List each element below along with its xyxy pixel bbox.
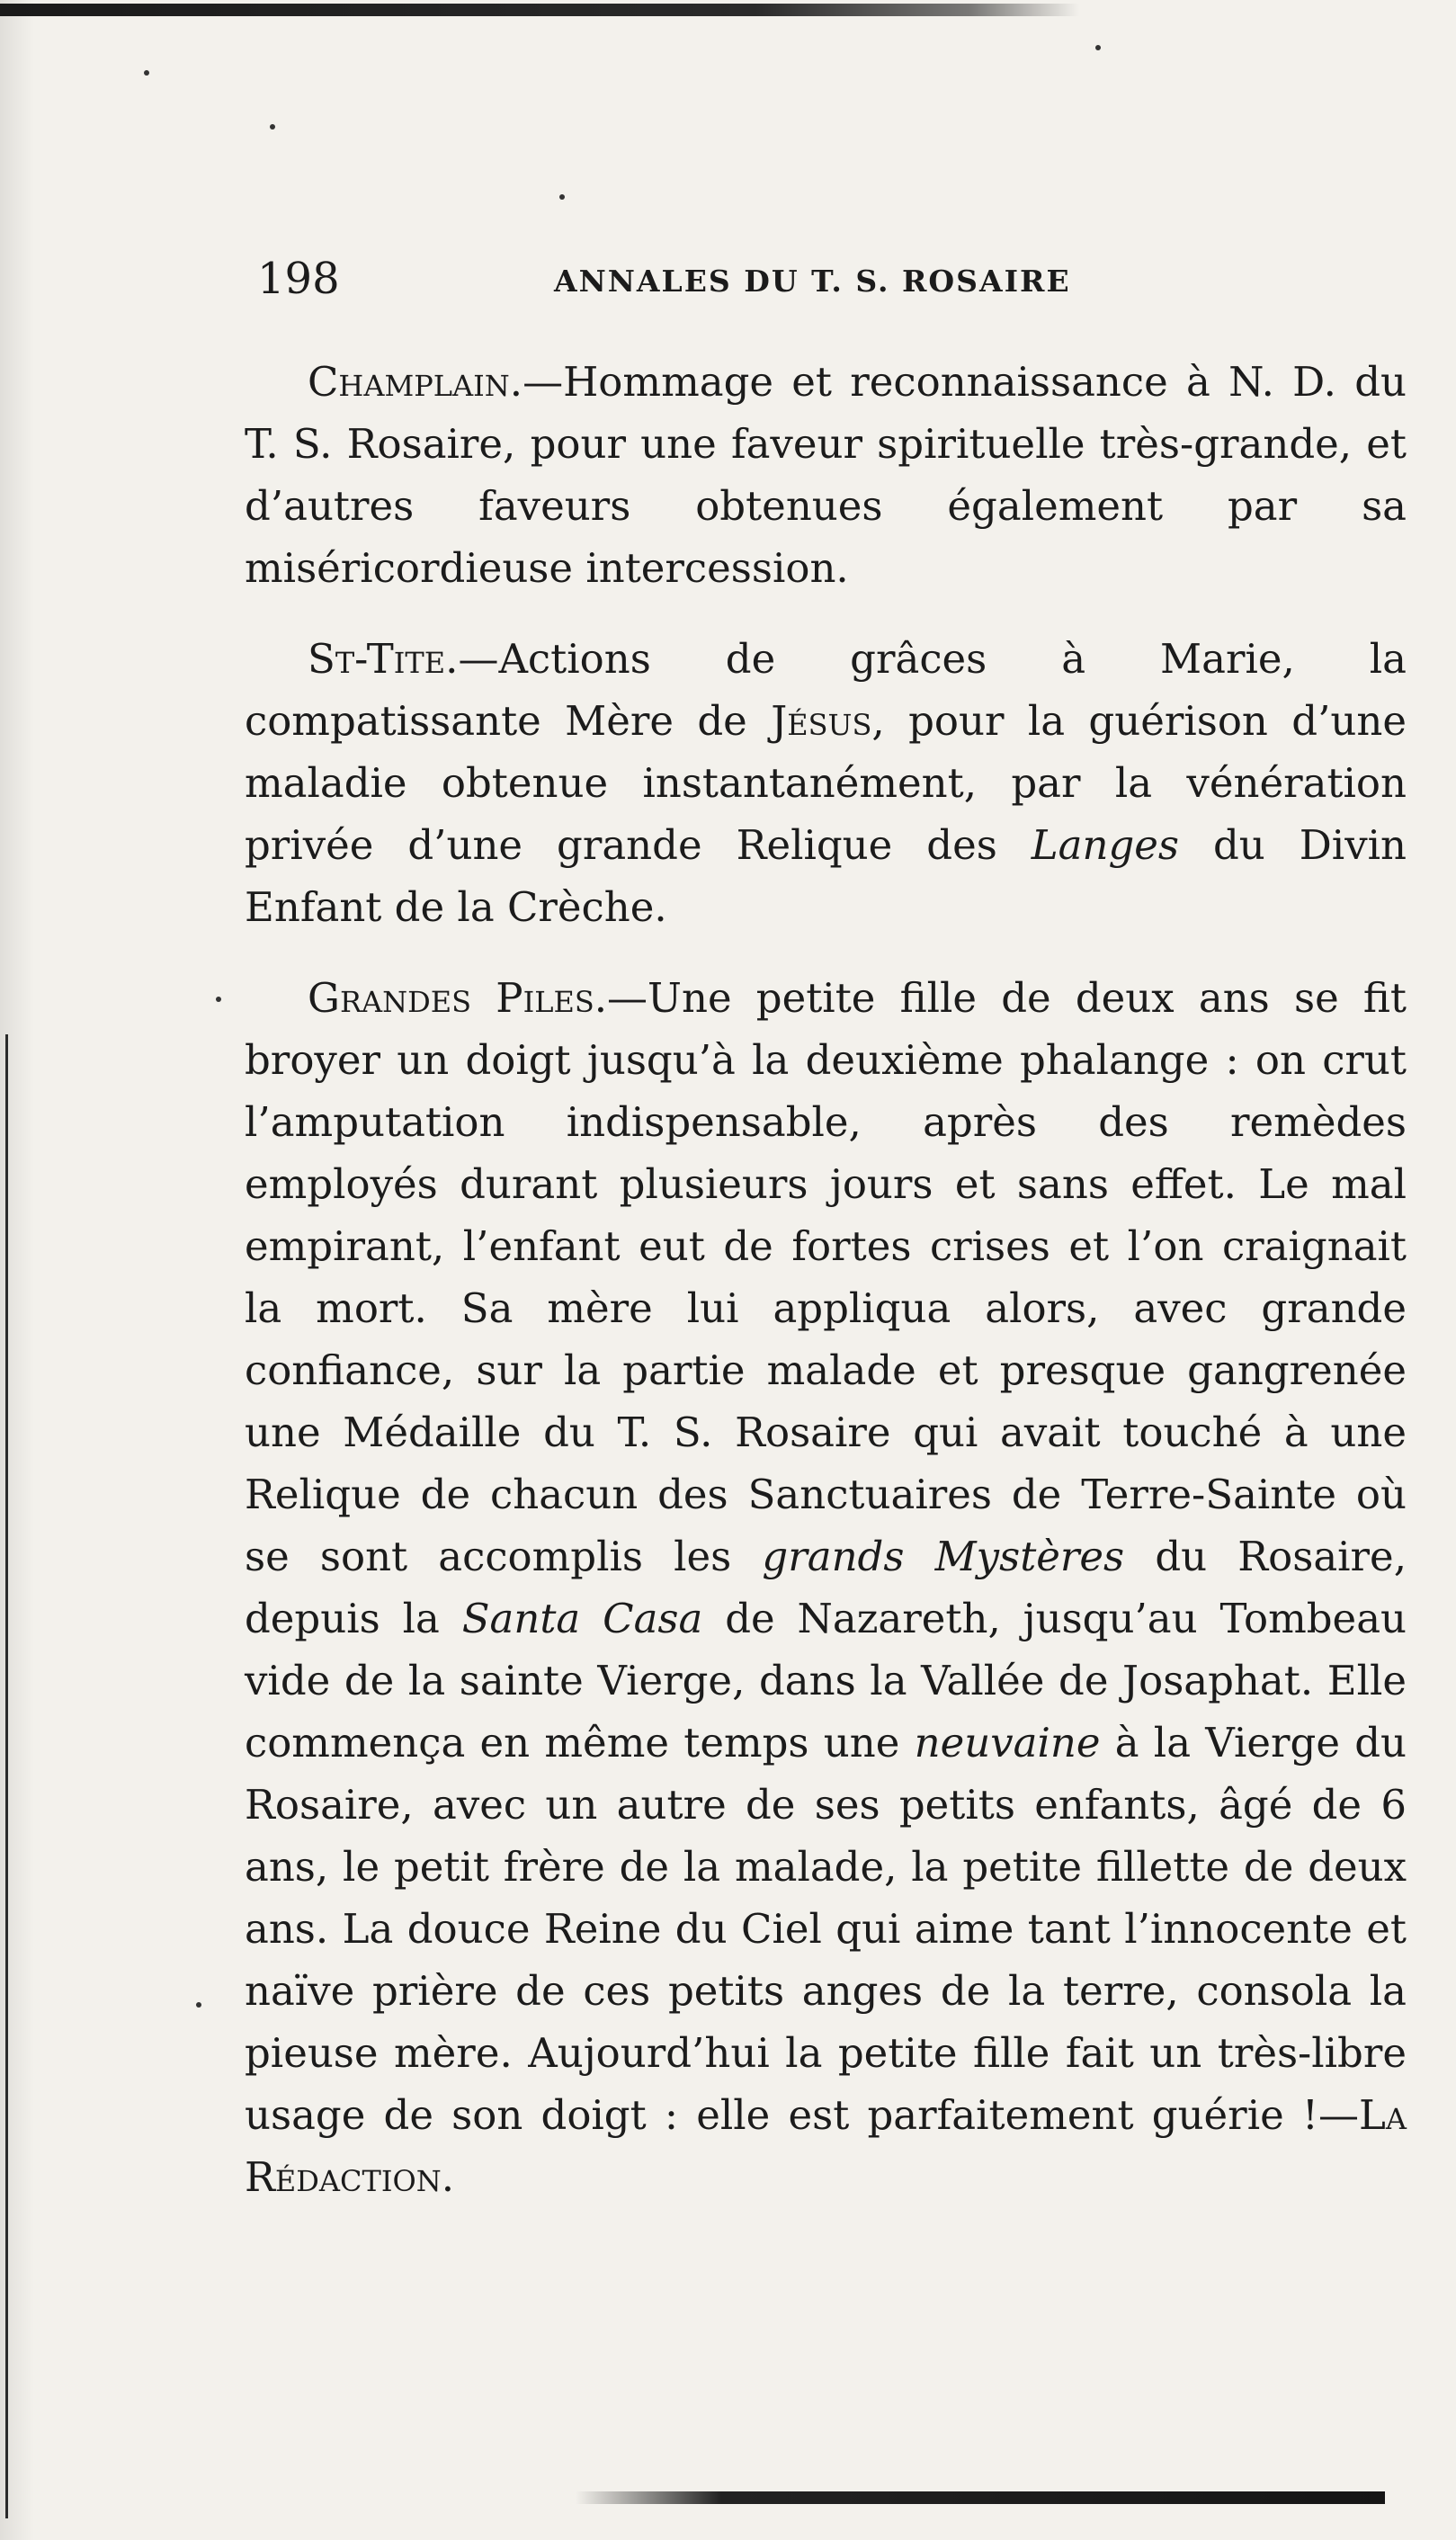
paragraph-text: à la Vierge du Rosaire, avec un autre de ses petits enfants, âgé de 6 ans, le petit frère de la malade, la petite fillette de deux ans. La douce Reine du Ciel qui aime tant l’innocente et naïve prière de ces petits anges de la terre, consola la pieuse mère. Aujourd’hui la petite fille fait un très-libre usage de son doigt : elle est parfaitement guérie !— <box>245 1719 1407 2139</box>
paragraph-text: —Une petite fille de deux ans se fit broyer un doigt jusqu’à la deuxième phalange : on crut l’amputation indispensable, après des remèdes employés durant plusieurs jours et sans effet. Le mal empirant, l’enfant eut de fortes crises et l’on craignait la mort. Sa mère lui appliqua alors, avec grande confiance, sur la partie malade et presque gangrenée une Médaille du T. S. Rosaire qui avait touché à une Relique de chacun des Sanctuaires de Terre-Sainte où se sont accomplis les <box>245 974 1407 1580</box>
binding-line <box>5 1034 8 2518</box>
langes-italic: Langes <box>1031 821 1179 869</box>
place-name: Champlain. <box>308 358 523 406</box>
paragraph-text: de Nazareth, jusqu’au Tombeau vide de la sainte Vierge, dans la Vallée de Josaphat. Elle commença en même temps une <box>245 1595 1407 1766</box>
speck <box>144 70 149 76</box>
paragraph-text: —Hommage et reconnaissance à N. D. du T. S. Rosaire, pour une faveur spirituelle très-grande, et d’autres faveurs obtenues également par sa miséricordieuse intercession. <box>245 358 1407 592</box>
speck <box>216 997 221 1002</box>
speck <box>196 2002 201 2008</box>
bottom-rule <box>576 2491 1385 2504</box>
top-rule <box>0 4 1079 16</box>
neuvaine-italic: neuvaine <box>914 1719 1101 1766</box>
paragraph-st-tite <box>245 628 1407 938</box>
speck <box>559 194 565 200</box>
page-number: 198 <box>257 254 340 304</box>
speck <box>1095 45 1101 50</box>
grands-mysteres-italic: grands Mystères <box>762 1533 1125 1580</box>
paragraph-text: du Rosaire, depuis la <box>245 1533 1407 1642</box>
paragraph-text: —Actions de grâces à Marie, la compatissante Mère de <box>245 635 1407 745</box>
jesus-smallcaps: Jésus <box>771 697 872 745</box>
running-head: ANNALES DU T. S. ROSAIRE <box>554 264 1071 299</box>
place-name: St-Tite. <box>308 635 459 683</box>
paragraph-grandes-piles <box>245 967 1407 2208</box>
paragraph-champlain <box>245 351 1407 599</box>
place-name: Grandes Piles. <box>308 974 608 1022</box>
paragraph-text: , pour la guérison d’une maladie obtenue instantanément, par la vénération privée d’une grande Relique des <box>245 697 1407 869</box>
paragraph-text: du Divin Enfant de la Crèche. <box>245 821 1407 931</box>
signature: La Rédaction. <box>245 2091 1407 2201</box>
page-header <box>257 252 1407 315</box>
speck <box>270 124 275 130</box>
santa-casa-italic: Santa Casa <box>461 1595 703 1642</box>
body-text <box>245 351 1407 2237</box>
